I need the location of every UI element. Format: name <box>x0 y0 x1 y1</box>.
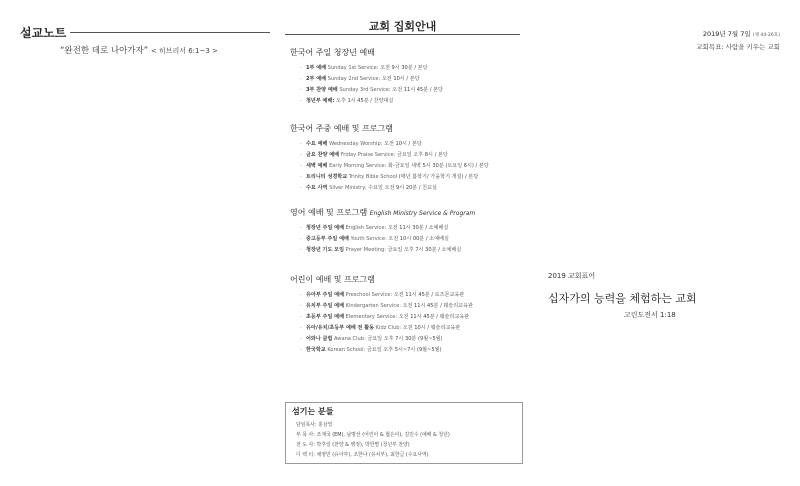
section-title: 어린이 예배 및 프로그램 <box>290 275 375 284</box>
sermon-verse-text: “완전한 데로 나아가자” <box>60 46 149 56</box>
service-item: · 트리니티 성경학교 Trinity Bible School (매년 봄학기/ 가을학기 개설) / 본당 <box>300 174 479 181</box>
service-section-english <box>290 207 520 256</box>
service-item: · 초등부 주일 예배 Elementary Service: 오전 11시 45분 / 웨슬리교육관 <box>300 314 470 321</box>
service-item: · 유아/유치/초등부 예배 전 활동 Kidz Club: 오전 10시 / 웨슬리교육관 <box>300 325 461 332</box>
service-item: · 수요 사역 Silver Ministry: 수요일 오전 9시 20분 / 친교실 <box>300 185 437 192</box>
service-section-weekday <box>290 123 520 194</box>
section-title: 한국어 주중 예배 및 프로그램 <box>290 124 393 133</box>
servant-row: 부 목 사: 조재국 (EM), 남명선 (어린이 & 협은이), 김민수 (예배 & 청년) <box>296 432 450 438</box>
section-title: 한국어 주일 청장년 예배 <box>290 48 375 57</box>
servant-row: 디 렉 터: 채영민 (유아부), 조한나 (유치부), 최한글 (수요사역) <box>296 452 429 458</box>
theme-year: 2019 교회표어 <box>548 272 596 280</box>
service-item: · 2부 예배 Sunday 2nd Service: 오전 10시 / 본당 <box>300 76 420 83</box>
sermon-verse <box>60 44 218 56</box>
motto-reference: 고린도전서 1:18 <box>624 311 676 319</box>
service-item: · 청년부 예배: 오후 1시 45분 / 찬양대실 <box>300 98 394 105</box>
church-goal: 교회목표: 사람을 키우는 교회 <box>696 43 780 51</box>
service-item: · 청장년 주일 예배 English Service: 오전 11시 30분 / 소예배실 <box>300 225 449 231</box>
issue-number: (제 44-26호) <box>752 33 780 38</box>
service-item: · 유아부 주일 예배 Preschool Service: 오전 11시 45분 / 로즈몬교육관 <box>300 292 465 298</box>
servants-title: 섬기는 분들 <box>292 407 334 416</box>
sermon-verse-ref: < 히브리서 6:1~3 > <box>150 47 218 55</box>
service-item: · 유치부 주일 예배 Kindergarten Service: 오전 11시 45분 / 웨슬리교육관 <box>300 303 473 310</box>
service-item: · 수요 예배 Wednesday Worship: 오전 10시 / 본당 <box>300 141 422 147</box>
date-text: 2019년 7월 7일 <box>702 30 751 38</box>
service-item: · 어와나 클럽 Awana Club: 금요일 오후 7시 30분 (9월~5월) <box>300 336 443 343</box>
service-item: · 중고등부 주일 예배 Youth Service: 오전 10시 00분 / 소예배실 <box>300 236 449 243</box>
services-title: 교회 집회안내 <box>368 20 437 33</box>
bulletin-date <box>703 29 780 38</box>
service-section-children <box>290 274 520 357</box>
service-section-sunday <box>290 47 520 107</box>
servant-row: 전 도 사: 박후일 (찬양 & 행정), 박한별 (청년부 찬양) <box>296 442 410 448</box>
service-item: · 1부 예배 Sunday 1st Service: 오전 9시 30분 / 본당 <box>300 65 428 71</box>
service-item: · 금요 찬양 예배 Friday Praise Service: 금요일 오후 8시 / 본당 <box>300 152 448 159</box>
service-item: · 청장년 기도 모임 Prayer Meeting: 금요일 오후 7시 30분 / 소예배실 <box>300 247 462 254</box>
section-title-en: English Ministry Service & Program <box>369 210 476 217</box>
service-item: · 3부 찬양 예배 Sunday 3rd Service: 오전 11시 45분 / 본당 <box>300 87 443 94</box>
service-item: · 한국학교 Korean School: 금요일 오후 5시~7시 (9월~5월) <box>300 347 442 354</box>
servants-box <box>285 402 523 464</box>
services-title-rule <box>285 34 520 35</box>
section-title: 영어 예배 및 프로그램 English Ministry Service & Program <box>290 208 476 217</box>
servant-row: 담임목사: 홍삼열 <box>296 422 333 428</box>
church-motto: 십자가의 능력을 체험하는 교회 <box>548 292 697 305</box>
sermon-notes-header <box>20 22 270 41</box>
service-item: · 새벽 예배 Early Morning Service: 화-금요일 새벽 5시 30분 (토요일 6시) / 본당 <box>300 163 489 170</box>
sermon-notes-title: 설교노트 <box>20 26 70 40</box>
